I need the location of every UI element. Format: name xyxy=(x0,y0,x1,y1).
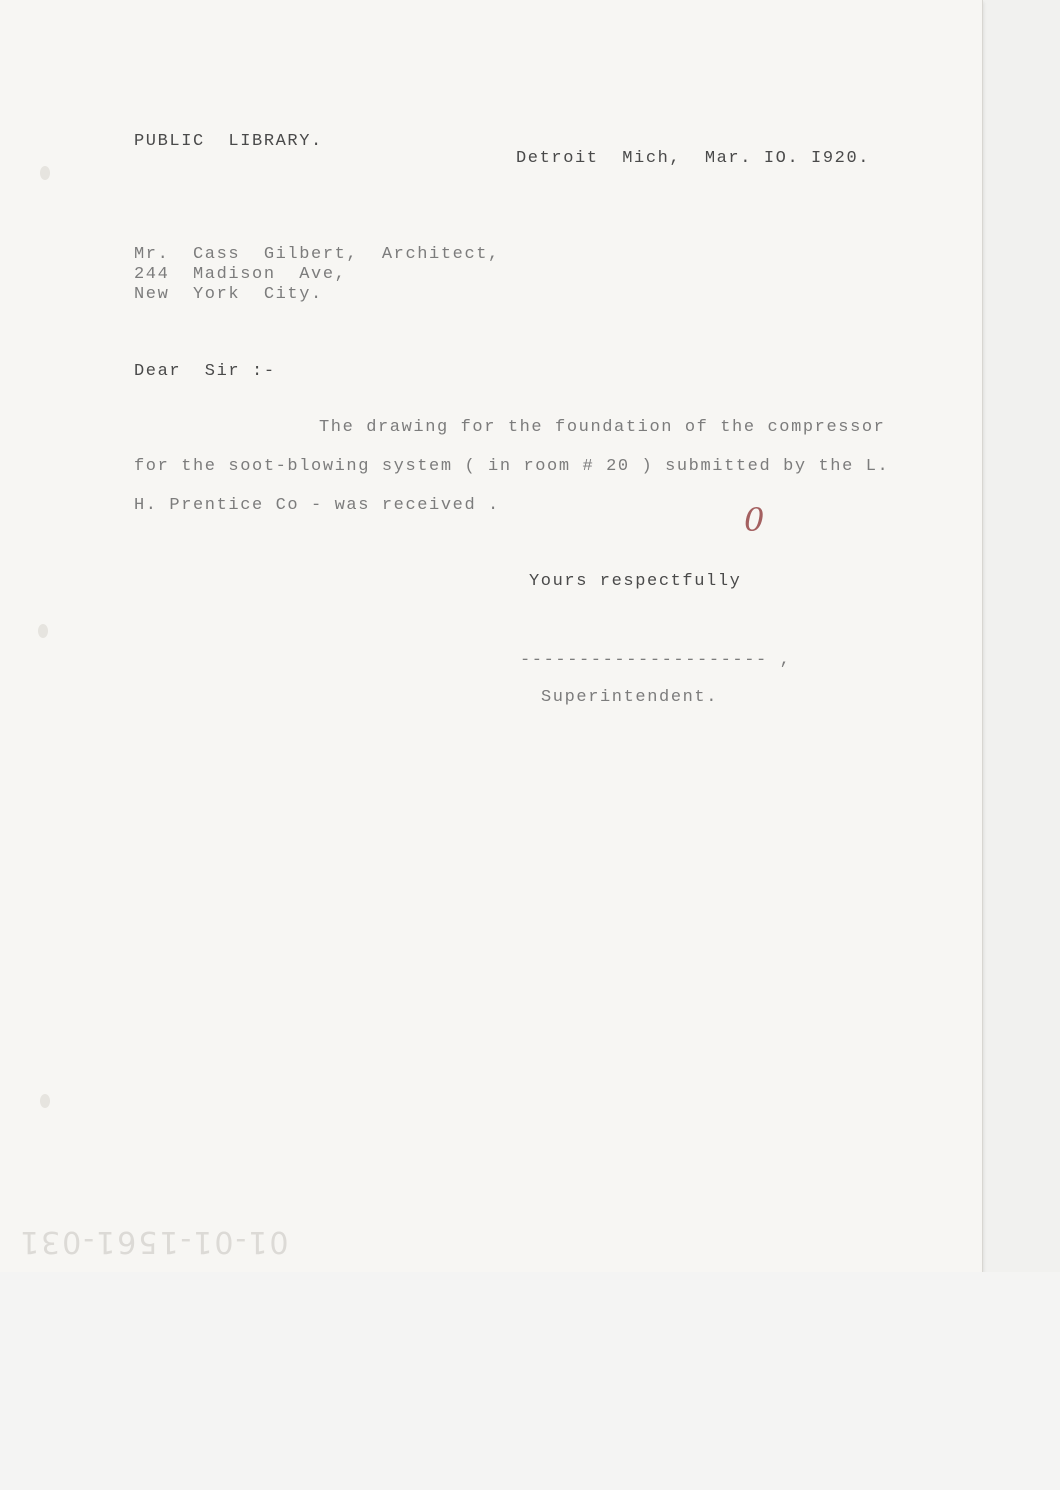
recipient-line: New York City. xyxy=(134,285,323,304)
body-line: H. Prentice Co - was received . xyxy=(134,496,500,515)
scan-background xyxy=(0,1272,1060,1490)
letterhead: PUBLIC LIBRARY. xyxy=(134,132,323,151)
punch-hole xyxy=(40,166,50,180)
closing: Yours respectfully xyxy=(529,572,742,591)
body-line: for the soot-blowing system ( in room # 20 ) submitted by the L. xyxy=(134,457,890,476)
handwritten-mark: 0 xyxy=(744,501,765,539)
salutation: Dear Sir :- xyxy=(134,362,276,381)
archive-stamp: 01-01-1561-031 xyxy=(18,1224,289,1259)
signer-title: Superintendent. xyxy=(541,688,719,707)
punch-hole xyxy=(40,1094,50,1108)
dateline: Detroit Mich, Mar. IO. I920. xyxy=(516,149,871,168)
recipient-line: Mr. Cass Gilbert, Architect, xyxy=(134,245,500,264)
punch-hole xyxy=(38,624,48,638)
body-line: The drawing for the foundation of the compressor xyxy=(319,418,886,437)
recipient-line: 244 Madison Ave, xyxy=(134,265,347,284)
signature-line: --------------------- , xyxy=(520,651,792,670)
